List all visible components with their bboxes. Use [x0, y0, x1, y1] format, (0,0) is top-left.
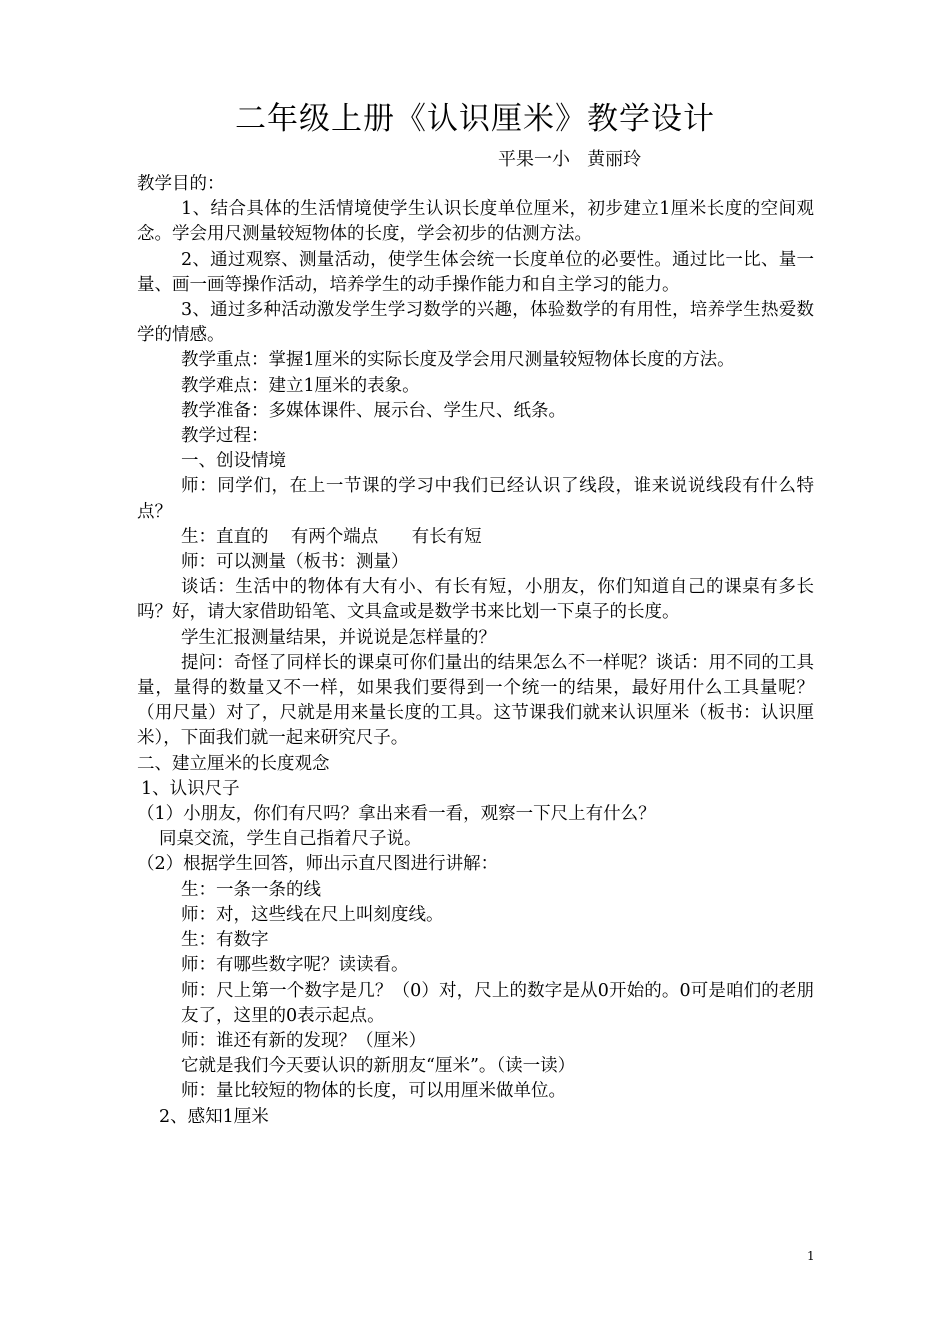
- dialogue-line: 师：有哪些数字呢？读读看。: [181, 955, 409, 976]
- section-heading-1: 一、创设情境: [181, 451, 286, 472]
- objective-3: 3、通过多种活动激发学生学习数学的兴趣，体验数学的有用性，培养学生热爱数学的情感。: [137, 300, 814, 346]
- activity-line: （2）根据学生回答，师出示直尺图进行讲解：: [137, 854, 499, 875]
- difficult-point: 教学难点：建立1厘米的表象。: [181, 375, 420, 396]
- dialogue-line: 师：谁还有新的发现？（厘米）: [181, 1030, 426, 1051]
- document-title: 二年级上册《认识厘米》教学设计: [235, 101, 715, 137]
- dialogue-line: 师：同学们，在上一节课的学习中我们已经认识了线段，谁来说说线段有什么特点？: [137, 476, 814, 522]
- section-heading-2: 二、建立厘米的长度观念: [137, 753, 330, 774]
- key-point: 教学重点：掌握1厘米的实际长度及学会用尺测量较短物体长度的方法。: [181, 350, 735, 371]
- dialogue-line: 师：量比较短的物体的长度，可以用厘米做单位。: [181, 1081, 566, 1102]
- dialogue-line: 师：尺上第一个数字是几？（0）对，尺上的数字是从0开始的。0可是咱们的老朋友了，这里的0表示起点。: [181, 980, 814, 1026]
- objective-1: 1、结合具体的生活情境使学生认识长度单位厘米，初步建立1厘米长度的空间观念。学会用尺测量较短物体的长度，学会初步的估测方法。: [137, 199, 814, 245]
- subsection-heading: 2、感知1厘米: [159, 1106, 269, 1127]
- dialogue-line: 它就是我们今天要认识的新朋友“厘米”。（读一读）: [181, 1056, 576, 1077]
- page-number: 1: [807, 1249, 815, 1263]
- activity-line: 同桌交流，学生自己指着尺子说。: [159, 829, 422, 850]
- dialogue-line: 生：有数字: [181, 930, 269, 951]
- teaching-process-heading: 教学过程：: [181, 426, 269, 447]
- document-body: [137, 172, 814, 1130]
- dialogue-line: 生：一条一条的线: [181, 879, 321, 900]
- dialogue-line: 学生汇报测量结果，并说说是怎样量的？: [181, 627, 496, 648]
- author-line: 平果一小 黄丽玲: [498, 149, 642, 170]
- dialogue-line: 师：对，这些线在尺上叫刻度线。: [181, 904, 444, 925]
- dialogue-line: 师：可以测量（板书：测量）: [181, 552, 409, 573]
- subsection-heading: 1、认识尺子: [141, 778, 240, 799]
- activity-line: （1）小朋友，你们有尺吗？拿出来看一看，观察一下尺上有什么？: [137, 804, 656, 825]
- dialogue-line: 谈话：生活中的物体有大有小、有长有短，小朋友，你们知道自己的课桌有多长吗？好，请大家借助铅笔、文具盒或是数学书来比划一下桌子的长度。: [137, 577, 814, 623]
- section-heading-objectives: 教学目的：: [137, 174, 225, 194]
- dialogue-line: 生：直直的 有两个端点 有长有短: [181, 526, 482, 547]
- objective-2: 2、通过观察、测量活动，使学生体会统一长度单位的必要性。通过比一比、量一量、画一画等操作活动，培养学生的动手操作能力和自主学习的能力。: [137, 249, 814, 295]
- teaching-preparation: 教学准备：多媒体课件、展示台、学生尺、纸条。: [181, 400, 566, 421]
- dialogue-line: 提问：奇怪了同样长的课桌可你们量出的结果怎么不一样呢？谈话：用不同的工具量，量得的数量又不一样，如果我们要得到一个统一的结果，最好用什么工具量呢？（用尺量）对了，尺就是用来量长度的工具。这节课我们就来认识厘米（板书：认识厘米），下面我们就一起来研究尺子。: [137, 652, 814, 749]
